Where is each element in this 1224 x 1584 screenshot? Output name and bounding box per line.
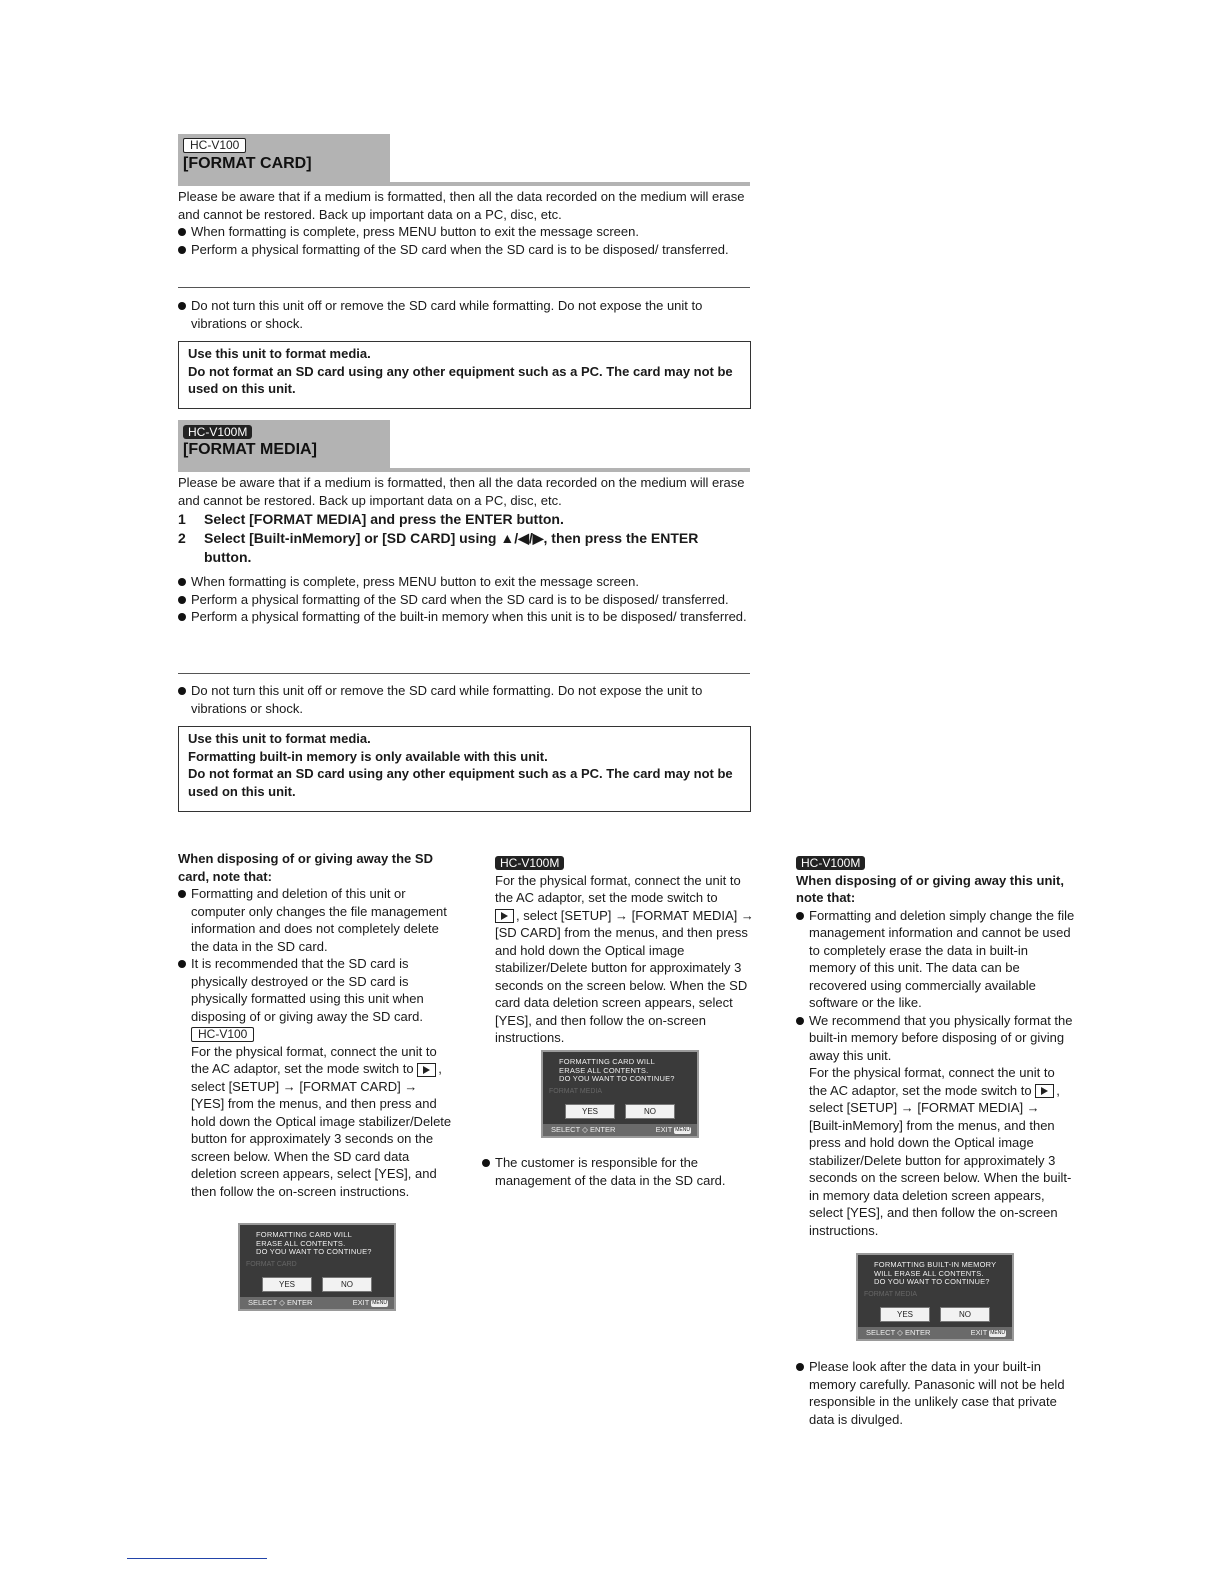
screen-message <box>874 1261 996 1287</box>
screen-message <box>256 1231 372 1257</box>
format-media-bullets <box>178 573 753 626</box>
select-enter-hint: SELECT ◇ ENTER <box>248 1298 313 1307</box>
section-title: [FORMAT MEDIA] <box>183 441 317 458</box>
list-item: Do not turn this unit off or remove the SD card while formatting. Do not expose the unit to vibrations or shock. <box>178 297 753 332</box>
no-button[interactable]: NO <box>322 1277 372 1292</box>
format-card-caution <box>178 297 753 332</box>
screen-line: ERASE ALL CONTENTS. <box>256 1238 346 1248</box>
list-item: When formatting is complete, press MENU button to exit the message screen. <box>178 573 753 591</box>
menu-button-icon: MENU <box>372 1299 387 1306</box>
no-button[interactable]: NO <box>940 1307 990 1322</box>
list-item: When formatting is complete, press MENU button to exit the message screen. <box>178 223 753 241</box>
model-badge-hc-v100m: HC-V100M <box>796 856 865 870</box>
bullet-text: We recommend that you physically format the built-in memory before disposing of or giving away this unit. <box>809 1012 1073 1063</box>
list-item: The customer is responsible for the management of the data in the SD card. <box>482 1154 750 1189</box>
column-heading: When disposing of or giving away the SD card, note that: <box>178 851 433 884</box>
list-item: Perform a physical formatting of the SD card when the SD card is to be disposed/ transferred. <box>178 591 753 609</box>
list-item: Please look after the data in your built-in memory carefully. Panasonic will not be held responsible in the unlikely case that private data is divulged. <box>796 1358 1076 1428</box>
bullet-text: It is recommended that the SD card is physically destroyed or the SD card is physically formatted using this unit when disposing of or giving away the SD card. <box>191 956 424 1024</box>
model-badge-hc-v100m: HC-V100M <box>495 856 564 870</box>
note-line: Use this unit to format media. <box>188 731 371 746</box>
format-media-note-box <box>178 726 751 812</box>
screen-line: FORMATTING CARD WILL <box>559 1057 655 1066</box>
exit-hint <box>353 1297 388 1309</box>
format-card-confirm-screen <box>238 1223 396 1311</box>
exit-label: EXIT <box>970 1328 988 1337</box>
column-heading: When disposing of or giving away this unit, note that: <box>796 872 1064 905</box>
screen-status-bar <box>240 1297 394 1309</box>
list-item: Formatting and deletion of this unit or computer only changes the file management information and does not completely delete the data in the SD card. <box>178 885 454 955</box>
step-text: Select [FORMAT MEDIA] and press the ENTER button. <box>204 511 564 527</box>
screen-menu-title: FORMAT MEDIA <box>864 1291 918 1298</box>
physical-format-instructions: , select [SETUP] → [FORMAT MEDIA] → [Built-inMemory] from the menus, and then press and hold down the Optical image stabilizer/Delete button for approximately 3 seconds on the screen below. When the built-in memory data deletion screen appears, select [YES], and then follow the on-screen instructions. <box>809 1082 1072 1238</box>
step-2 <box>178 529 748 566</box>
list-item: Perform a physical formatting of the built-in memory when this unit is to be disposed/ transferred. <box>178 608 753 626</box>
screen-line: FORMATTING CARD WILL <box>256 1230 352 1239</box>
instructions-lead: For the physical format, connect the unit to the AC adaptor, set the mode switch to <box>495 872 741 905</box>
exit-hint <box>971 1327 1006 1339</box>
physical-format-instructions-lead: For the physical format, connect the unit to the AC adaptor, set the mode switch to <box>191 1043 437 1076</box>
physical-format-instructions: , select [SETUP] → [FORMAT CARD] → [YES] from the menus, and then press and hold down the Optical image stabilizer/Delete button for approximately 3 seconds on the screen below. When the SD card data deletion screen appears, select [YES], and then follow the on-screen instructions. <box>191 1061 452 1199</box>
no-button[interactable]: NO <box>625 1104 675 1119</box>
physical-format-instructions <box>495 872 757 1047</box>
screen-line: WILL ERASE ALL CONTENTS. <box>874 1268 984 1278</box>
select-enter-hint: SELECT ◇ ENTER <box>551 1125 616 1134</box>
exit-hint <box>656 1124 691 1136</box>
physical-format-instructions-lead: For the physical format, connect the unit to the AC adaptor, set the mode switch to <box>809 1065 1055 1098</box>
step-1 <box>178 510 748 529</box>
screen-menu-title: FORMAT MEDIA <box>549 1088 603 1095</box>
yes-button[interactable]: YES <box>262 1277 312 1292</box>
yes-button[interactable]: YES <box>565 1104 615 1119</box>
select-enter-hint: SELECT ◇ ENTER <box>866 1328 931 1337</box>
column-2-bullets <box>482 1154 750 1189</box>
format-media-intro: Please be aware that if a medium is formatted, then all the data recorded on the medium will erase and cannot be restored. Back up important data on a PC, disc, etc. <box>178 475 745 508</box>
list-item: Formatting and deletion simply change the file management information and cannot be used to completely erase the data in built-in memory of this unit. The data can be recovered using commercially available software or the like. <box>796 907 1076 1012</box>
format-card-header <box>178 134 750 186</box>
menu-button-icon: MENU <box>675 1126 690 1133</box>
model-badge-hc-v100: HC-V100 <box>191 1027 254 1042</box>
screen-message <box>559 1058 675 1084</box>
note-line: Formatting built-in memory is only available with this unit. <box>188 748 548 764</box>
column-builtin-memory <box>796 854 1076 1239</box>
column-3-final-bullet <box>796 1358 1076 1428</box>
column-sd-disposal <box>178 850 454 1200</box>
list-item: Perform a physical formatting of the SD card when the SD card is to be disposed/ transferred. <box>178 241 753 259</box>
format-card-bullets <box>178 223 753 258</box>
model-badge-hc-v100m: HC-V100M <box>183 425 252 439</box>
format-media-sd-confirm-screen <box>541 1050 699 1138</box>
menu-button-icon: MENU <box>990 1329 1005 1336</box>
note-line: Do not format an SD card using any other equipment such as a PC. The card may not be used on this unit. <box>188 363 733 396</box>
step-number: 2 <box>178 530 186 546</box>
list-item <box>796 1012 1076 1240</box>
playback-mode-icon <box>495 909 514 923</box>
note-line: Do not format an SD card using any other equipment such as a PC. The card may not be used on this unit. <box>188 766 733 799</box>
screen-line: DO YOU WANT TO CONTINUE? <box>256 1247 372 1256</box>
exit-label: EXIT <box>352 1298 370 1307</box>
format-media-header <box>178 420 750 472</box>
yes-button[interactable]: YES <box>880 1307 930 1322</box>
divider <box>178 287 750 288</box>
footer-rule <box>127 1558 267 1559</box>
step-number: 1 <box>178 511 186 527</box>
screen-status-bar <box>543 1124 697 1136</box>
screen-line: DO YOU WANT TO CONTINUE? <box>874 1277 990 1286</box>
screen-status-bar <box>858 1327 1012 1339</box>
divider <box>178 673 750 674</box>
exit-label: EXIT <box>655 1125 673 1134</box>
column-bullets <box>796 907 1076 1240</box>
playback-mode-icon <box>1035 1084 1054 1098</box>
note-line: Use this unit to format media. <box>188 346 371 361</box>
instructions-rest: , select [SETUP] → [FORMAT MEDIA] → [SD CARD] from the menus, and then press and hold down the Optical image stabilizer/Delete button for approximately 3 seconds on the screen below. When the SD card data deletion screen appears, select [YES], and then follow the on-screen instructions. <box>495 907 754 1045</box>
screen-line: DO YOU WANT TO CONTINUE? <box>559 1074 675 1083</box>
column-bullets <box>178 885 454 1200</box>
format-builtin-confirm-screen <box>856 1253 1014 1341</box>
list-item: Do not turn this unit off or remove the SD card while formatting. Do not expose the unit to vibrations or shock. <box>178 682 753 717</box>
playback-mode-icon <box>417 1063 436 1077</box>
list-item <box>178 955 454 1200</box>
screen-menu-title: FORMAT CARD <box>246 1261 297 1268</box>
format-card-intro: Please be aware that if a medium is formatted, then all the data recorded on the medium will erase and cannot be restored. Back up important data on a PC, disc, etc. <box>178 189 745 222</box>
screen-line: ERASE ALL CONTENTS. <box>559 1065 649 1075</box>
format-card-note-box <box>178 341 751 409</box>
screen-line: FORMATTING BUILT-IN MEMORY <box>874 1260 997 1269</box>
model-badge-hc-v100: HC-V100 <box>183 138 246 153</box>
format-media-caution <box>178 682 753 717</box>
column-sd-format-v100m <box>495 854 757 1047</box>
section-title: [FORMAT CARD] <box>183 155 312 172</box>
step-text: Select [Built-inMemory] or [SD CARD] using ▲/◀/▶, then press the ENTER button. <box>204 530 699 565</box>
